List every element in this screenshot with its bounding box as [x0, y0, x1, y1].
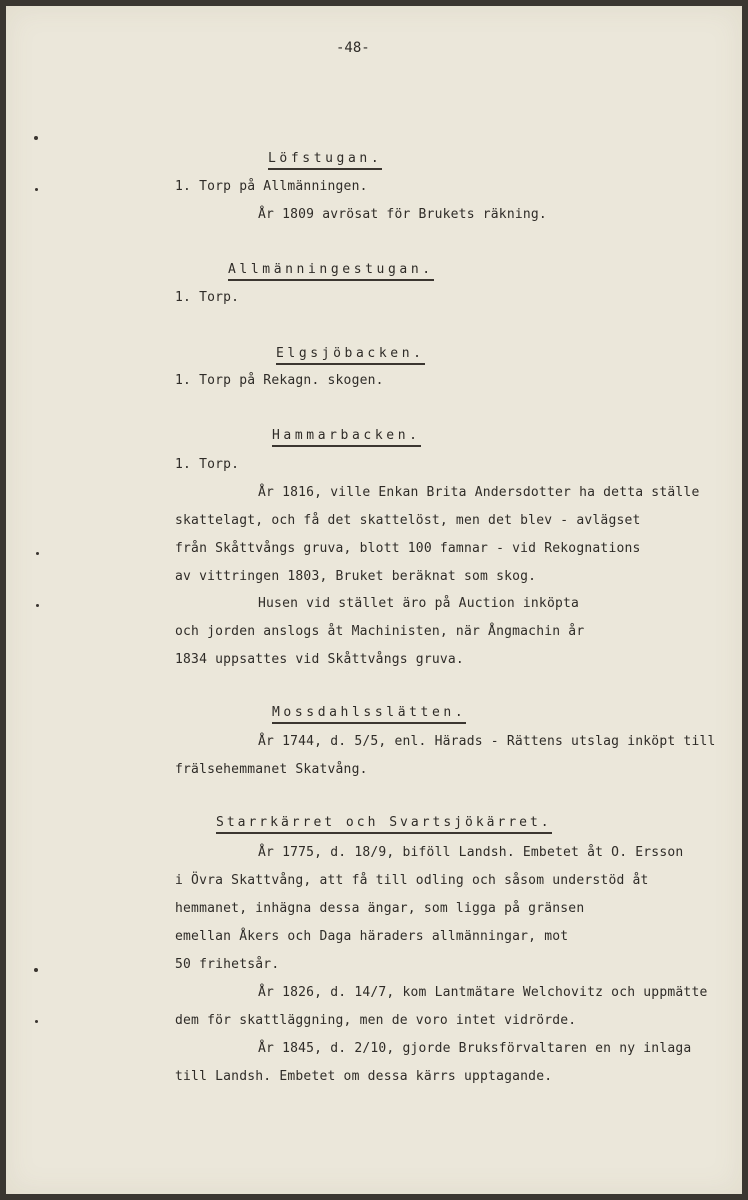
margin-mark — [35, 1020, 38, 1023]
text-line: till Landsh. Embetet om dessa kärrs upptagande. — [175, 1069, 553, 1084]
text-line: 1. Torp på Allmänningen. — [175, 179, 368, 194]
text-line: hemmanet, inhägna dessa ängar, som ligga på gränsen — [175, 901, 585, 916]
text-line: i Övra Skattvång, att få till odling och såsom understöd åt — [175, 873, 649, 888]
text-line: År 1826, d. 14/7, kom Lantmätare Welchovitz och uppmätte — [258, 985, 708, 1000]
text-line: 1. Torp på Rekagn. skogen. — [175, 373, 384, 388]
text-line: Husen vid stället äro på Auction inköpta — [258, 596, 580, 611]
page-number: -48- — [336, 40, 370, 56]
text-line: 50 frihetsår. — [175, 957, 280, 972]
margin-mark — [36, 604, 39, 607]
text-line: dem för skattläggning, men de voro intet vidrörde. — [175, 1013, 577, 1028]
text-line: 1. Torp. — [175, 457, 240, 472]
section-heading: Hammarbacken. — [272, 428, 421, 447]
text-line: skattelagt, och få det skattelöst, men det blev - avlägset — [175, 513, 641, 528]
text-line: emellan Åkers och Daga häraders allmänningar, mot — [175, 929, 569, 944]
text-line: År 1816, ville Enkan Brita Andersdotter ha detta ställe — [258, 485, 700, 500]
section-heading: Löfstugan. — [268, 151, 382, 170]
text-line: 1. Torp. — [175, 290, 240, 305]
section-heading: Elgsjöbacken. — [276, 346, 425, 365]
text-line: och jorden anslogs åt Machinisten, när Ångmachin år — [175, 624, 585, 639]
margin-mark — [34, 968, 38, 972]
text-line: 1834 uppsattes vid Skåttvångs gruva. — [175, 652, 464, 667]
text-line: frälsehemmanet Skatvång. — [175, 762, 368, 777]
text-line: av vittringen 1803, Bruket beräknat som skog. — [175, 569, 537, 584]
section-heading: Allmänningestugan. — [228, 262, 434, 281]
text-line: från Skåttvångs gruva, blott 100 famnar - vid Rekognations — [175, 541, 641, 556]
margin-mark — [36, 552, 39, 555]
margin-mark — [34, 136, 38, 140]
text-line: År 1775, d. 18/9, biföll Landsh. Embetet åt O. Ersson — [258, 845, 684, 860]
margin-mark — [35, 188, 38, 191]
section-heading: Starrkärret och Svartsjökärret. — [216, 815, 552, 834]
section-heading: Mossdahlsslätten. — [272, 705, 466, 724]
text-line: År 1809 avrösat för Brukets räkning. — [258, 207, 547, 222]
text-line: År 1845, d. 2/10, gjorde Bruksförvaltaren en ny inlaga — [258, 1041, 692, 1056]
text-line: År 1744, d. 5/5, enl. Härads - Rättens utslag inköpt till — [258, 734, 716, 749]
